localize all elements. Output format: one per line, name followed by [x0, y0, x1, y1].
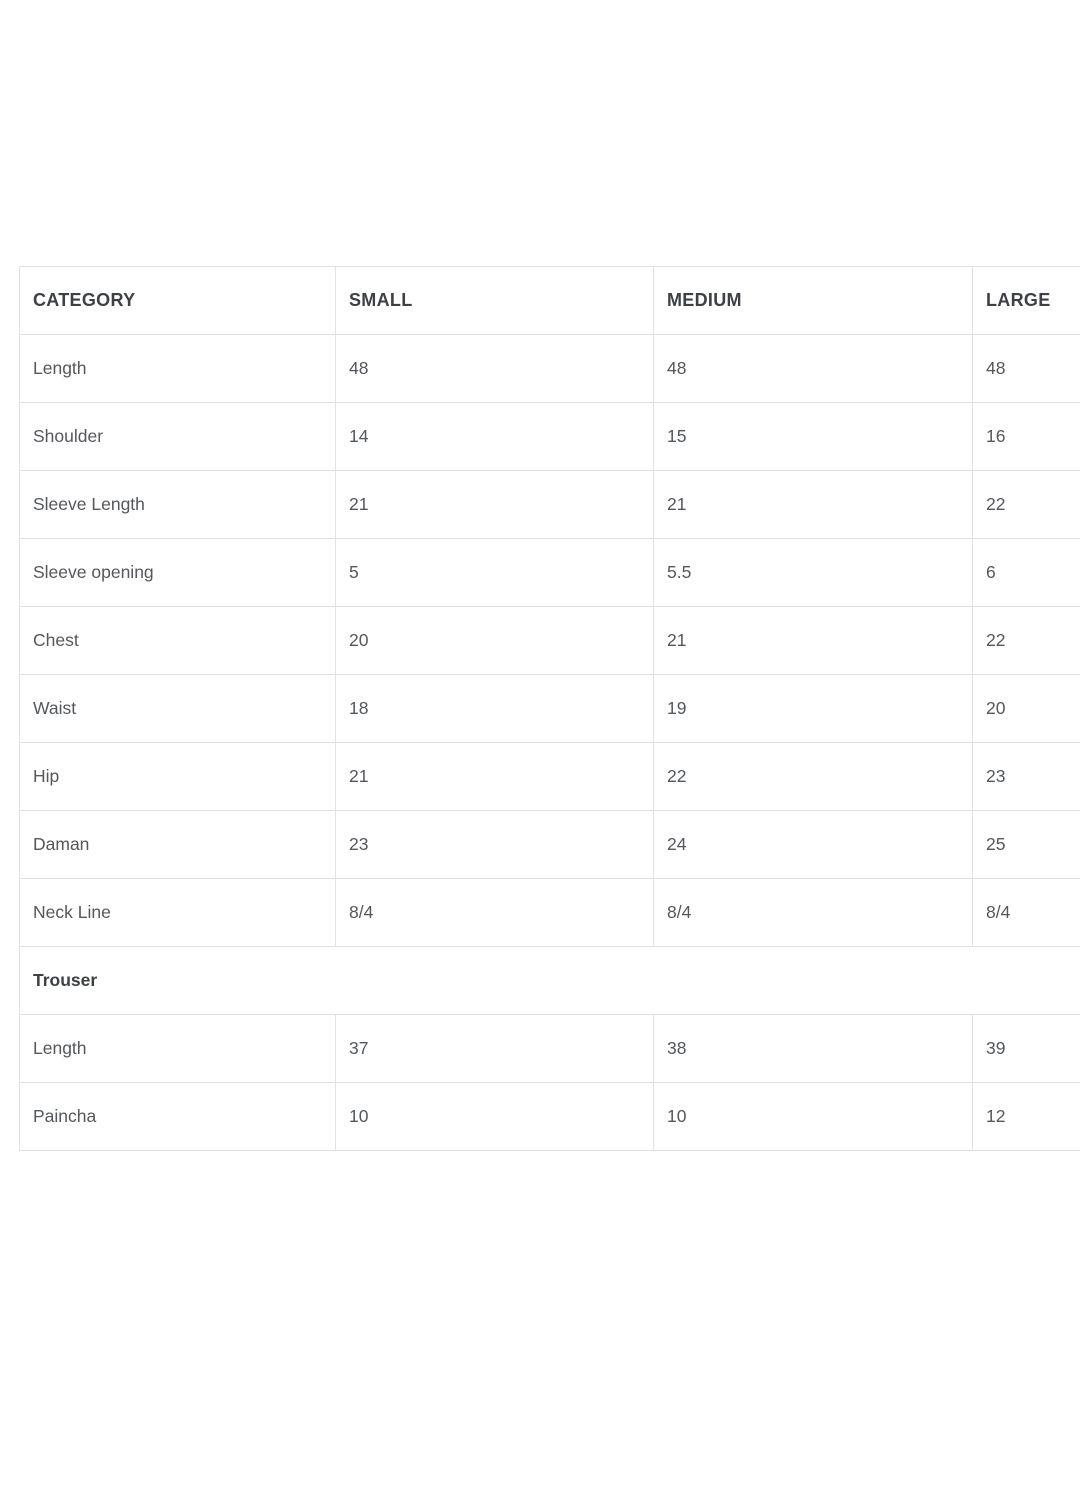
row-label: Sleeve Length: [20, 471, 336, 539]
cell-small: 21: [336, 743, 654, 811]
table-row: [20, 675, 1080, 743]
table-row: [20, 811, 1080, 879]
cell-medium: 21: [654, 607, 973, 675]
row-label: Neck Line: [20, 879, 336, 947]
row-label: Daman: [20, 811, 336, 879]
cell-small: 18: [336, 675, 654, 743]
table-row: [20, 743, 1080, 811]
cell-small: 8/4: [336, 879, 654, 947]
column-header-medium: MEDIUM: [654, 267, 973, 335]
cell-small: 14: [336, 403, 654, 471]
row-label: Length: [20, 335, 336, 403]
cell-small: 37: [336, 1015, 654, 1083]
row-label: Chest: [20, 607, 336, 675]
cell-large: 23: [973, 743, 1080, 811]
table-row: [20, 335, 1080, 403]
cell-medium: 21: [654, 471, 973, 539]
table-row: [20, 607, 1080, 675]
cell-small: 23: [336, 811, 654, 879]
row-label: Paincha: [20, 1083, 336, 1151]
cell-medium: 8/4: [654, 879, 973, 947]
size-chart-table: [19, 266, 1080, 1151]
cell-small: 20: [336, 607, 654, 675]
cell-large: 20: [973, 675, 1080, 743]
row-label: Shoulder: [20, 403, 336, 471]
table-row: [20, 471, 1080, 539]
cell-small: 5: [336, 539, 654, 607]
cell-medium: 24: [654, 811, 973, 879]
row-label: Length: [20, 1015, 336, 1083]
table-row: [20, 879, 1080, 947]
cell-small: 21: [336, 471, 654, 539]
cell-large: 22: [973, 471, 1080, 539]
column-header-large: LARGE: [973, 267, 1080, 335]
column-header-small: SMALL: [336, 267, 654, 335]
cell-large: 25: [973, 811, 1080, 879]
cell-large: 16: [973, 403, 1080, 471]
cell-medium: 5.5: [654, 539, 973, 607]
cell-medium: 10: [654, 1083, 973, 1151]
cell-medium: 38: [654, 1015, 973, 1083]
row-label: Waist: [20, 675, 336, 743]
table-row: [20, 1083, 1080, 1151]
cell-large: 6: [973, 539, 1080, 607]
table-row: [20, 403, 1080, 471]
cell-medium: 15: [654, 403, 973, 471]
size-chart: [19, 266, 1080, 1151]
cell-medium: 48: [654, 335, 973, 403]
cell-medium: 19: [654, 675, 973, 743]
cell-small: 10: [336, 1083, 654, 1151]
section-header-row: [20, 947, 1080, 1015]
cell-large: 39: [973, 1015, 1080, 1083]
column-header-category: CATEGORY: [20, 267, 336, 335]
header-row: [20, 267, 1080, 335]
cell-medium: 22: [654, 743, 973, 811]
cell-large: 12: [973, 1083, 1080, 1151]
row-label: Sleeve opening: [20, 539, 336, 607]
cell-large: 8/4: [973, 879, 1080, 947]
section-title-trouser: Trouser: [20, 947, 1080, 1015]
row-label: Hip: [20, 743, 336, 811]
table-row: [20, 539, 1080, 607]
cell-large: 48: [973, 335, 1080, 403]
table-row: [20, 1015, 1080, 1083]
cell-small: 48: [336, 335, 654, 403]
cell-large: 22: [973, 607, 1080, 675]
